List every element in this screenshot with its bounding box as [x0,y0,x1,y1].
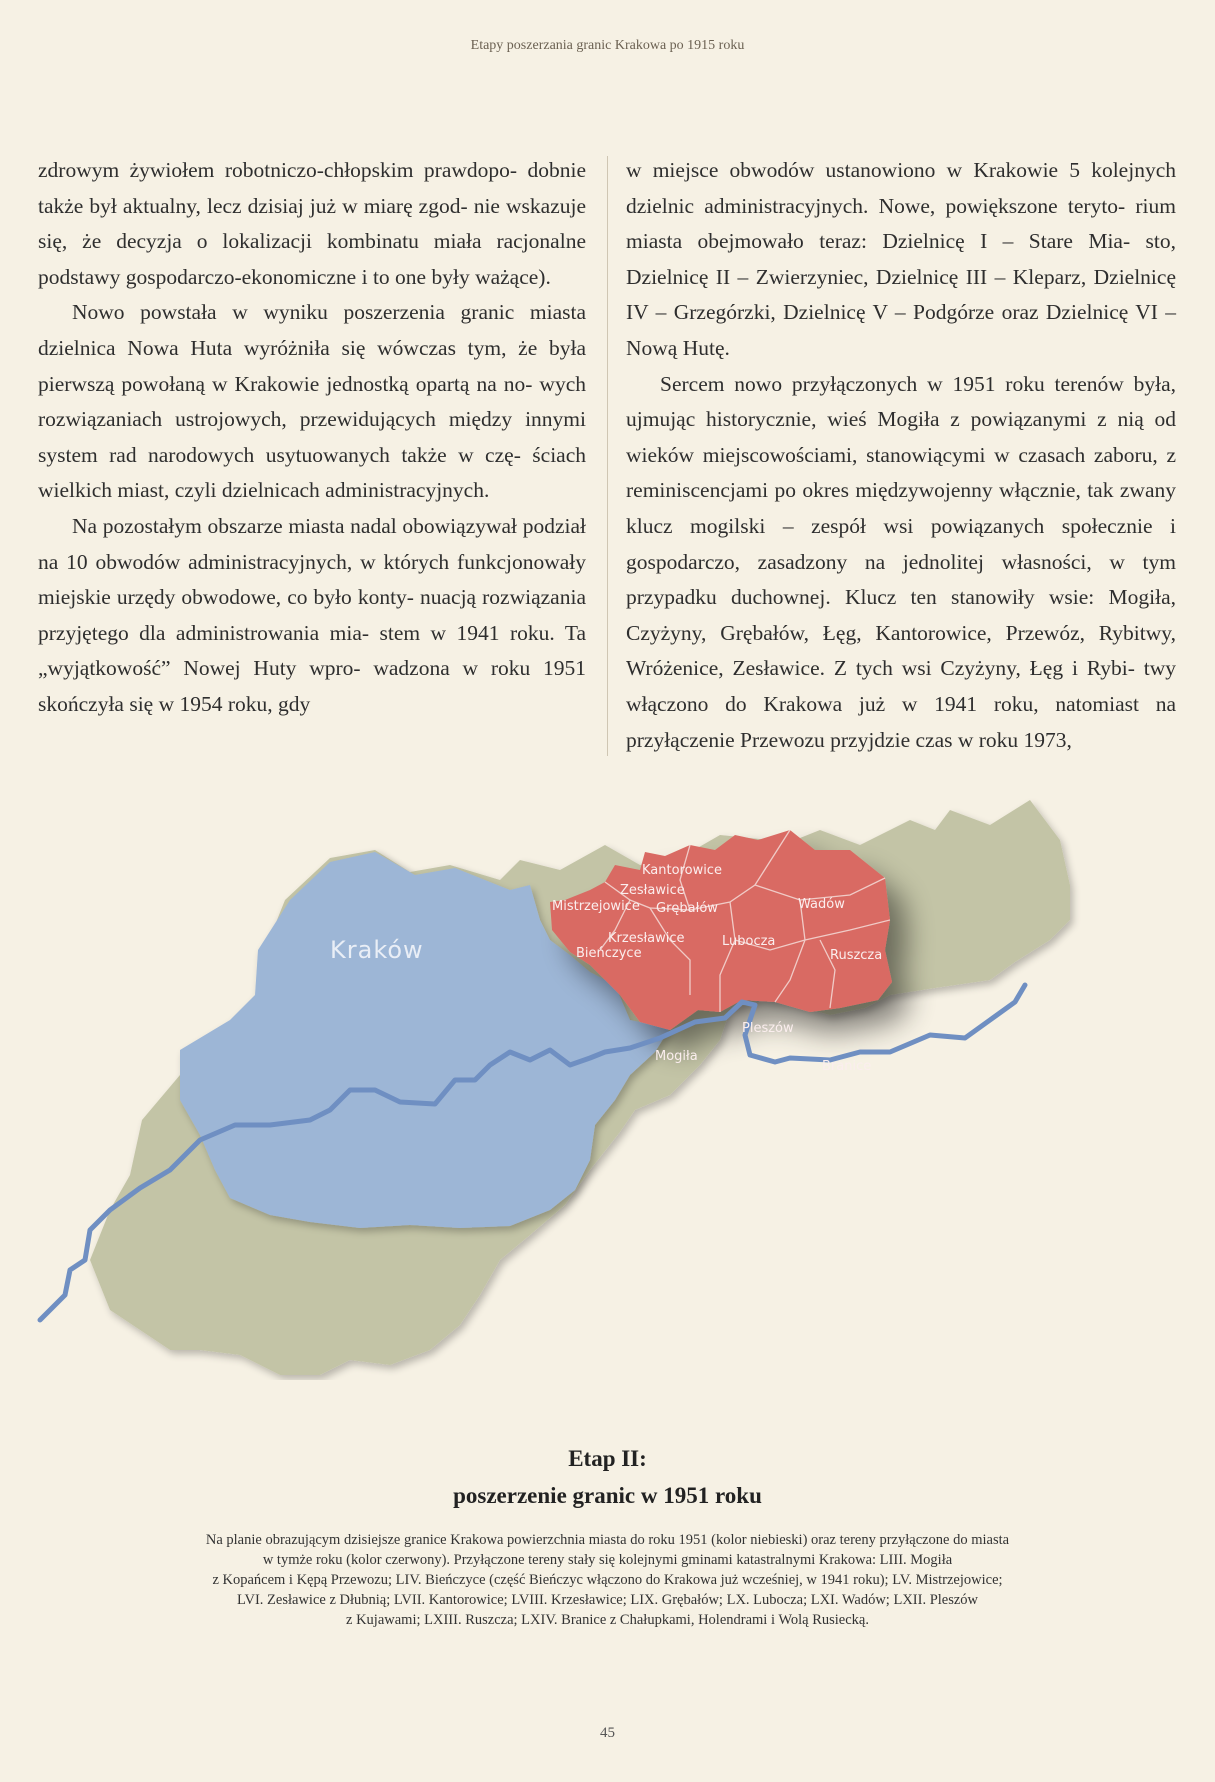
left-paragraph-3 [38,509,586,723]
text-line: Dzielnicę IV – Grzegórzki, Dzielnicę V – Podgórze oraz [626,264,1176,325]
map-label-ruszcza: Ruszcza [830,948,883,963]
caption-line: LVI. Zesławice z Dłubnią; LVII. Kantorowice; LVIII. Krzesławice; LIX. Grębałów; LX. Lubocza; LXI. Wadów; LXII. Pleszów [236,1592,979,1608]
text-line: racjonalne podstawy gospodarczo-ekonomiczne i to one [38,229,586,289]
text-line: na przyłączenie Przewozu przyjdzie czas w roku 1973, [626,691,1176,752]
text-line: sto, Dzielnicę II – Zwierzyniec, Dzielnicę III – Kleparz, [626,229,1176,289]
krakow-boundaries-map [30,790,1190,1380]
text-line: stem w 1941 roku. Ta „wyjątkowość” Nowej Huty wpro- [38,620,586,681]
text-line: przypadku duchownej. Klucz ten stanowiły wsie: Mogiła, [626,585,1176,610]
text-line: wadzona w roku 1951 skończyła się w 1954 roku, gdy [38,656,587,716]
map-label-grebalow: Grębałów [656,901,718,916]
right-column [626,153,1176,758]
map-label-zeslawice: Zesławice [620,883,685,898]
text-line: były ważące). [431,264,551,289]
caption-body [100,1530,1115,1630]
text-line: dzielnic administracyjnych. Nowe, powiększone teryto- [626,193,1136,218]
text-line: wieków miejscowościami, stanowiącymi w czasach zaboru, [626,442,1167,467]
map-label-wadow: Wadów [798,897,845,912]
caption-title: Etap II: [568,1446,647,1471]
text-line: ujmując historycznie, wieś Mogiła z powiązanymi z nią od [626,407,1176,432]
text-line: rium miasta obejmowało teraz: Dzielnicę I – Stare Mia- [626,193,1176,254]
running-head: Etapy poszerzania granic Krakowa po 1915 roku [470,38,745,53]
text-line: Sercem nowo przyłączonych w 1951 roku terenów była, [660,371,1176,396]
right-paragraph-2 [626,367,1176,759]
map-label-mistrzejowice: Mistrzejowice [552,899,640,914]
text-line: dzielnica Nowa Huta wyróżniła się wówczas tym, że była [38,335,586,360]
text-line: wych rozwiązaniach ustrojowych, przewidujących między [38,371,586,432]
text-line: zdrowym żywiołem robotniczo-chłopskim prawdopo- [38,158,528,182]
text-line: Nowo powstała w wyniku poszerzenia granic miasta [72,300,586,325]
text-line: w miejsce obwodów ustanowiono w Krakowie 5 kolejnych [626,158,1176,182]
map-label-pleszow: Pleszów [742,1021,794,1036]
map-label-krakow: Kraków [330,936,424,964]
text-line: innymi system rad narodowych usytuowanych także w czę- [38,407,586,467]
left-paragraph-1 [38,153,586,295]
map-label-lubocza: Lubocza [722,934,776,949]
text-line: dobnie także był aktualny, lecz dzisiaj już w miarę zgod- [38,158,586,218]
text-line: zwany klucz mogilski – zespół wsi powiązanych społecznie [626,478,1176,538]
caption-subtitle: poszerzenie granic w 1951 roku [453,1483,762,1508]
map-label-krzeslawice: Krzesławice [608,931,685,946]
text-line: funkcjonowały miejskie urzędy obwodowe, co było konty- [38,549,586,610]
caption-line: w tymże roku (kolor czerwony). Przyłączone tereny stały się kolejnymi gminami katastralnymi Krakowa: LIII. Mogiła [262,1552,953,1568]
caption-line: Na planie obrazującym dzisiejsze granice Krakowa powierzchnia miasta do roku 1951 (kolor niebieski) oraz tereny przyłączone do miasta [205,1532,1010,1548]
text-line: Czyżyny, Grębałów, Łęg, Kantorowice, Przewóz, Rybitwy, [626,620,1176,645]
text-line: z reminiscencjami po okres międzywojenny włącznie, tak [626,442,1176,503]
right-paragraph-1 [626,153,1176,367]
caption-line: z Kujawami; LXIII. Ruszcza; LXIV. Branice z Chałupkami, Holendrami i Wolą Rusiecką. [346,1612,869,1628]
text-line: Wróżenice, Zesławice. Z tych wsi Czyżyny, Łęg i Rybi- [626,656,1144,681]
map-label-kantorowice: Kantorowice [642,863,722,878]
map-label-branice: Branice [822,1059,872,1074]
left-column [38,153,586,723]
text-line: nie wskazuje się, że decyzja o lokalizacji kombinatu miała [38,193,586,254]
text-line: twy włączono do Krakowa już w 1941 roku, natomiast [626,656,1176,716]
page-number: 45 [600,1725,615,1741]
left-paragraph-2 [38,295,586,509]
text-line: nuacją rozwiązania przyjętego dla administrowania mia- [38,585,586,645]
text-line: i gospodarczo, zasadzony na jednolitej własności, w tym [626,513,1176,574]
column-divider [607,156,608,756]
text-line: podział na 10 obwodów administracyjnych, w których [38,513,586,574]
text-line: pierwszą powołaną w Krakowie jednostką opartą na no- [38,371,540,396]
text-line: Na pozostałym obszarze miasta nadal obowiązywał [72,513,523,538]
map-label-bienczyce: Bieńczyce [576,946,642,961]
map-label-mogila: Mogiła [655,1049,698,1064]
caption-line: z Kopańcem i Kępą Przewozu; LIV. Bieńczyce (część Bieńczyc włączono do Krakowa już wcześniej, w 1941 roku); LV. Mistrzejowice; [212,1572,1003,1588]
text-line: ściach wielkich miast, czyli dzielnicach administracyjnych. [38,442,586,503]
text-line: Dzielnicę VI – Nową Hutę. [626,300,1176,360]
